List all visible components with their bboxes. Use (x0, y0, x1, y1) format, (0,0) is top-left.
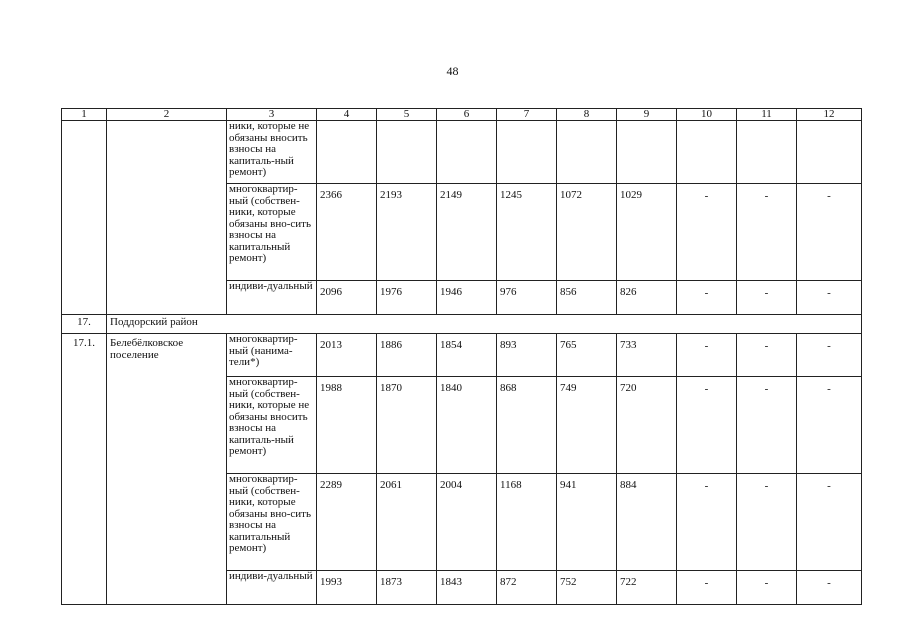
value-cell: - (677, 377, 737, 474)
value-cell: 722 (617, 571, 677, 605)
value-cell: 2289 (317, 474, 377, 571)
value-cell: - (677, 571, 737, 605)
value-cell: - (797, 184, 862, 281)
value-cell: 1840 (437, 377, 497, 474)
value-cell (437, 121, 497, 184)
settlement-cell: Белебёлковское поселение (107, 334, 227, 605)
value-cell: 1072 (557, 184, 617, 281)
column-header: 11 (737, 109, 797, 121)
housing-type-cell: многоквартир-ный (собствен-ники, которые обязаны вно-сить взносы на капитальный ремонт) (227, 474, 317, 571)
value-cell (317, 121, 377, 184)
housing-type-cell: многоквартир-ный (собствен-ники, которые обязаны вно-сить взносы на капитальный ремонт) (227, 184, 317, 281)
housing-type-cell: ники, которые не обязаны вносить взносы на капиталь-ный ремонт) (227, 121, 317, 184)
value-cell: 752 (557, 571, 617, 605)
value-cell: 2096 (317, 281, 377, 315)
table-row (62, 334, 862, 377)
value-cell: 2193 (377, 184, 437, 281)
value-cell (497, 121, 557, 184)
housing-type-cell: индиви-дуальный (227, 571, 317, 605)
value-cell (797, 121, 862, 184)
value-cell: 2149 (437, 184, 497, 281)
value-cell: 749 (557, 377, 617, 474)
value-cell: - (797, 571, 862, 605)
column-header: 4 (317, 109, 377, 121)
tariff-table (61, 108, 862, 605)
value-cell: 941 (557, 474, 617, 571)
header-row (62, 109, 862, 121)
value-cell: 2061 (377, 474, 437, 571)
column-header: 9 (617, 109, 677, 121)
value-cell (557, 121, 617, 184)
column-header: 2 (107, 109, 227, 121)
value-cell: - (737, 474, 797, 571)
value-cell: - (797, 474, 862, 571)
housing-type-cell: многоквартир-ный (нанима-тели*) (227, 334, 317, 377)
housing-type-cell: индиви-дуальный (227, 281, 317, 315)
value-cell: - (677, 281, 737, 315)
value-cell: 1993 (317, 571, 377, 605)
value-cell: 893 (497, 334, 557, 377)
value-cell (377, 121, 437, 184)
value-cell: - (677, 474, 737, 571)
value-cell: 2004 (437, 474, 497, 571)
settlement-cell (107, 121, 227, 315)
value-cell: 1976 (377, 281, 437, 315)
value-cell: 1873 (377, 571, 437, 605)
row-number-cell: 17.1. (62, 334, 107, 605)
value-cell: - (797, 334, 862, 377)
value-cell: 720 (617, 377, 677, 474)
row-number-cell (62, 121, 107, 315)
value-cell: 1870 (377, 377, 437, 474)
value-cell: 868 (497, 377, 557, 474)
value-cell: 1946 (437, 281, 497, 315)
value-cell: 872 (497, 571, 557, 605)
page-number: 48 (446, 64, 459, 78)
value-cell (617, 121, 677, 184)
column-header: 1 (62, 109, 107, 121)
value-cell: - (737, 334, 797, 377)
column-header: 8 (557, 109, 617, 121)
column-header: 6 (437, 109, 497, 121)
value-cell: 1886 (377, 334, 437, 377)
value-cell: 826 (617, 281, 677, 315)
value-cell: 1988 (317, 377, 377, 474)
column-header: 3 (227, 109, 317, 121)
value-cell (737, 121, 797, 184)
value-cell: 2366 (317, 184, 377, 281)
value-cell: - (737, 571, 797, 605)
value-cell: - (737, 281, 797, 315)
value-cell: - (677, 184, 737, 281)
value-cell: 1245 (497, 184, 557, 281)
section-title: Поддорский район (107, 315, 862, 334)
column-header: 10 (677, 109, 737, 121)
value-cell: 1854 (437, 334, 497, 377)
value-cell: - (797, 281, 862, 315)
value-cell: 856 (557, 281, 617, 315)
value-cell: 1029 (617, 184, 677, 281)
value-cell: 884 (617, 474, 677, 571)
value-cell: 765 (557, 334, 617, 377)
column-header: 12 (797, 109, 862, 121)
value-cell: 976 (497, 281, 557, 315)
value-cell (677, 121, 737, 184)
section-number: 17. (62, 315, 107, 334)
value-cell: - (797, 377, 862, 474)
housing-type-cell: многоквартир-ный (собствен-ники, которые не обязаны вносить взносы на капиталь-ный ремонт) (227, 377, 317, 474)
column-header: 7 (497, 109, 557, 121)
value-cell: 2013 (317, 334, 377, 377)
table-row (62, 121, 862, 184)
value-cell: - (737, 184, 797, 281)
value-cell: - (737, 377, 797, 474)
section-row (62, 315, 862, 334)
value-cell: 1168 (497, 474, 557, 571)
value-cell: 733 (617, 334, 677, 377)
value-cell: - (677, 334, 737, 377)
column-header: 5 (377, 109, 437, 121)
value-cell: 1843 (437, 571, 497, 605)
